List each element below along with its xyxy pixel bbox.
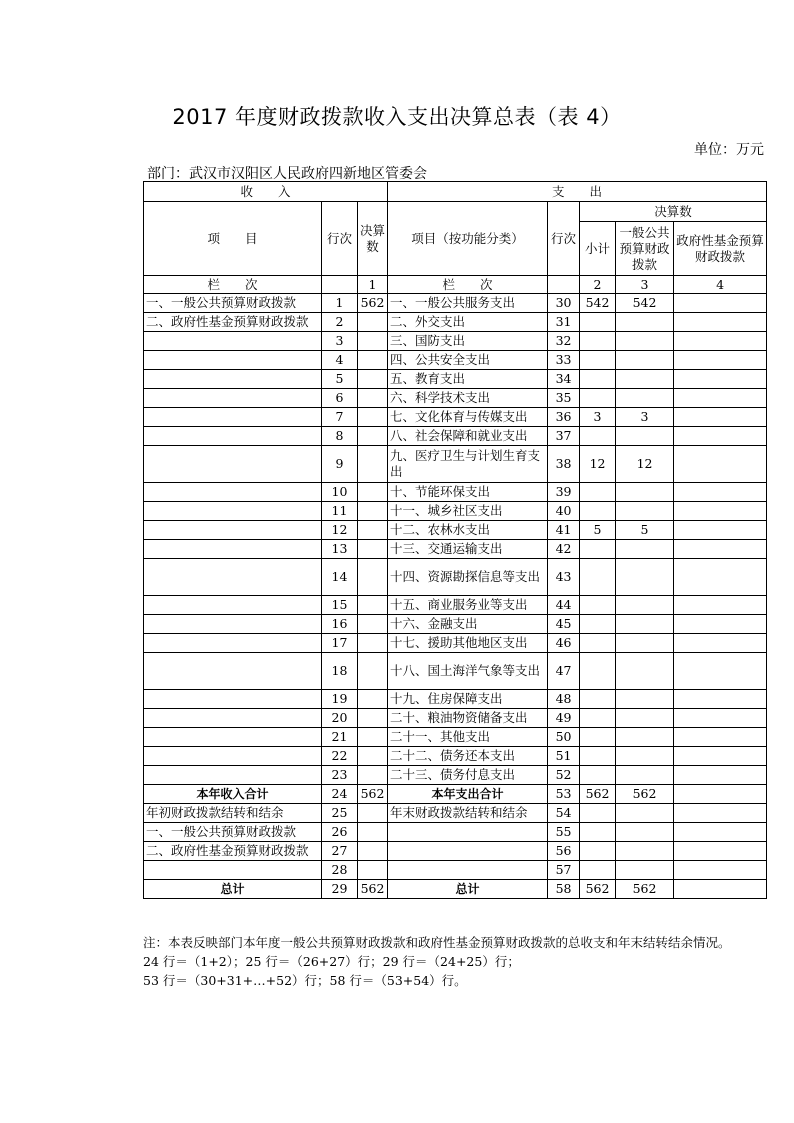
expense-item: 八、社会保障和就业支出 (388, 427, 548, 446)
expense-general-budget (616, 728, 674, 747)
note-line: 注：本表反映部门本年度一般公共预算财政拨款和政府性基金预算财政拨款的总收支和年末结转结余情况。 (143, 935, 731, 950)
table-row (144, 521, 767, 540)
expense-line-no: 38 (548, 446, 580, 483)
income-item (144, 540, 322, 559)
expense-general-budget (616, 540, 674, 559)
expense-header: 支 出 (388, 182, 767, 202)
income-header: 收 入 (144, 182, 388, 202)
expense-gov-fund (674, 766, 767, 785)
income-line-no: 21 (322, 728, 358, 747)
expense-line-no: 41 (548, 521, 580, 540)
line-no-header-right: 行次 (548, 202, 580, 276)
expense-gov-fund (674, 880, 767, 899)
income-amount (358, 842, 388, 861)
expense-subtotal (580, 540, 616, 559)
income-line-no: 6 (322, 389, 358, 408)
table-row (144, 559, 767, 596)
function-item-header: 项目（按功能分类） (388, 202, 548, 276)
income-amount (358, 370, 388, 389)
income-item (144, 690, 322, 709)
table-row (144, 747, 767, 766)
expense-general-budget (616, 804, 674, 823)
income-item (144, 653, 322, 690)
income-item (144, 389, 322, 408)
expense-gov-fund (674, 804, 767, 823)
income-item (144, 766, 322, 785)
income-line-no: 7 (322, 408, 358, 427)
table-row (144, 880, 767, 899)
income-line-no: 11 (322, 502, 358, 521)
income-item: 一、一般公共预算财政拨款 (144, 294, 322, 313)
table-row (144, 332, 767, 351)
income-item (144, 408, 322, 427)
table-row (144, 389, 767, 408)
income-amount: 562 (358, 294, 388, 313)
income-item: 二、政府性基金预算财政拨款 (144, 313, 322, 332)
income-amount (358, 747, 388, 766)
expense-gov-fund (674, 559, 767, 596)
expense-item: 二十三、债务付息支出 (388, 766, 548, 785)
table-row (144, 766, 767, 785)
income-line-no: 16 (322, 615, 358, 634)
income-item: 年初财政拨款结转和结余 (144, 804, 322, 823)
expense-general-budget: 562 (616, 785, 674, 804)
income-item (144, 332, 322, 351)
income-amount (358, 653, 388, 690)
final-amount-header-right: 决算数 (580, 202, 767, 222)
expense-gov-fund (674, 596, 767, 615)
expense-line-no: 55 (548, 823, 580, 842)
income-amount (358, 596, 388, 615)
expense-gov-fund (674, 615, 767, 634)
expense-line-no: 50 (548, 728, 580, 747)
income-item (144, 521, 322, 540)
expense-gov-fund (674, 634, 767, 653)
expense-general-budget (616, 653, 674, 690)
income-line-no: 1 (322, 294, 358, 313)
expense-general-budget (616, 690, 674, 709)
expense-gov-fund (674, 823, 767, 842)
income-item (144, 502, 322, 521)
unit-label: 单位：万元 (694, 142, 764, 158)
expense-item: 十三、交通运输支出 (388, 540, 548, 559)
expense-line-no: 35 (548, 389, 580, 408)
table-row (144, 842, 767, 861)
table-row (144, 294, 767, 313)
empty-cell (548, 276, 580, 294)
expense-general-budget (616, 502, 674, 521)
expense-general-budget (616, 615, 674, 634)
income-line-no: 2 (322, 313, 358, 332)
income-line-no: 22 (322, 747, 358, 766)
expense-subtotal (580, 823, 616, 842)
expense-general-budget: 562 (616, 880, 674, 899)
income-amount (358, 389, 388, 408)
income-amount (358, 823, 388, 842)
expense-line-no: 30 (548, 294, 580, 313)
expense-subtotal (580, 427, 616, 446)
expense-item: 十四、资源勘探信息等支出 (388, 559, 548, 596)
income-amount (358, 634, 388, 653)
income-line-no: 15 (322, 596, 358, 615)
income-line-no: 26 (322, 823, 358, 842)
income-line-no: 12 (322, 521, 358, 540)
income-line-no: 10 (322, 483, 358, 502)
expense-general-budget (616, 483, 674, 502)
income-item (144, 596, 322, 615)
expense-item: 二、外交支出 (388, 313, 548, 332)
income-line-no: 19 (322, 690, 358, 709)
income-line-no: 24 (322, 785, 358, 804)
expense-subtotal (580, 842, 616, 861)
expense-line-no: 57 (548, 861, 580, 880)
expense-subtotal (580, 502, 616, 521)
item-header: 项 目 (144, 202, 322, 276)
expense-gov-fund (674, 709, 767, 728)
income-item: 本年收入合计 (144, 785, 322, 804)
expense-item: 十六、金融支出 (388, 615, 548, 634)
table-row (144, 502, 767, 521)
expense-subtotal (580, 615, 616, 634)
expense-subtotal (580, 351, 616, 370)
income-item (144, 559, 322, 596)
page-title: 2017 年度财政拨款收入支出决算总表（表 4） (172, 105, 622, 129)
income-amount (358, 728, 388, 747)
expense-general-budget (616, 842, 674, 861)
expense-line-no: 56 (548, 842, 580, 861)
expense-general-budget (616, 559, 674, 596)
expense-item: 总计 (388, 880, 548, 899)
income-item (144, 446, 322, 483)
income-item (144, 728, 322, 747)
income-amount (358, 521, 388, 540)
expense-gov-fund (674, 294, 767, 313)
expense-item (388, 861, 548, 880)
column-number: 2 (580, 276, 616, 294)
expense-line-no: 49 (548, 709, 580, 728)
expense-general-budget: 12 (616, 446, 674, 483)
table-row (144, 596, 767, 615)
expense-item: 本年支出合计 (388, 785, 548, 804)
income-line-no: 29 (322, 880, 358, 899)
expense-subtotal (580, 766, 616, 785)
table-row (144, 483, 767, 502)
income-line-no: 3 (322, 332, 358, 351)
income-line-no: 28 (322, 861, 358, 880)
note-line: 24 行＝（1+2）；25 行＝（26+27）行；29 行＝（24+25）行； (143, 954, 520, 969)
expense-subtotal (580, 709, 616, 728)
table-row (144, 653, 767, 690)
expense-subtotal (580, 804, 616, 823)
expense-gov-fund (674, 446, 767, 483)
expense-gov-fund (674, 427, 767, 446)
income-amount: 562 (358, 785, 388, 804)
expense-line-no: 58 (548, 880, 580, 899)
income-amount (358, 861, 388, 880)
expense-subtotal (580, 728, 616, 747)
expense-general-budget (616, 861, 674, 880)
expense-subtotal (580, 313, 616, 332)
expense-general-budget (616, 634, 674, 653)
expense-general-budget (616, 427, 674, 446)
table-row (144, 785, 767, 804)
table-row (144, 427, 767, 446)
income-item (144, 615, 322, 634)
expense-line-no: 48 (548, 690, 580, 709)
expense-line-no: 31 (548, 313, 580, 332)
income-line-no: 18 (322, 653, 358, 690)
expense-item: 十七、援助其他地区支出 (388, 634, 548, 653)
expense-gov-fund (674, 747, 767, 766)
expense-gov-fund (674, 483, 767, 502)
income-amount (358, 804, 388, 823)
expense-item: 年末财政拨款结转和结余 (388, 804, 548, 823)
expense-gov-fund (674, 540, 767, 559)
expense-general-budget (616, 709, 674, 728)
income-line-no: 8 (322, 427, 358, 446)
expense-gov-fund (674, 332, 767, 351)
expense-item: 六、科学技术支出 (388, 389, 548, 408)
expense-subtotal (580, 370, 616, 389)
income-amount (358, 408, 388, 427)
expense-subtotal (580, 596, 616, 615)
notes (143, 933, 773, 990)
expense-item (388, 842, 548, 861)
expense-general-budget (616, 747, 674, 766)
expense-line-no: 44 (548, 596, 580, 615)
expense-subtotal: 562 (580, 785, 616, 804)
table-row (144, 446, 767, 483)
expense-item: 二十二、债务还本支出 (388, 747, 548, 766)
expense-gov-fund (674, 502, 767, 521)
expense-item: 七、文化体育与传媒支出 (388, 408, 548, 427)
income-item (144, 709, 322, 728)
gov-fund-header: 政府性基金预算财政拨款 (674, 222, 767, 276)
column-number: 3 (616, 276, 674, 294)
income-line-no: 14 (322, 559, 358, 596)
expense-subtotal: 542 (580, 294, 616, 313)
expense-subtotal (580, 332, 616, 351)
expense-line-no: 54 (548, 804, 580, 823)
expense-general-budget: 3 (616, 408, 674, 427)
expense-line-no: 53 (548, 785, 580, 804)
budget-table (143, 181, 767, 899)
expense-subtotal: 12 (580, 446, 616, 483)
expense-gov-fund (674, 728, 767, 747)
expense-general-budget (616, 313, 674, 332)
income-amount (358, 690, 388, 709)
expense-subtotal (580, 389, 616, 408)
expense-general-budget (616, 823, 674, 842)
expense-general-budget (616, 332, 674, 351)
expense-item: 四、公共安全支出 (388, 351, 548, 370)
general-budget-header: 一般公共预算财政拨款 (616, 222, 674, 276)
expense-subtotal (580, 559, 616, 596)
expense-subtotal (580, 690, 616, 709)
line-no-header: 行次 (322, 202, 358, 276)
income-item (144, 747, 322, 766)
table-row (144, 690, 767, 709)
expense-subtotal (580, 861, 616, 880)
expense-general-budget (616, 596, 674, 615)
expense-subtotal (580, 653, 616, 690)
expense-subtotal (580, 634, 616, 653)
income-item (144, 861, 322, 880)
table-row (144, 804, 767, 823)
table-row (144, 351, 767, 370)
income-line-no: 5 (322, 370, 358, 389)
income-amount (358, 446, 388, 483)
expense-general-budget: 5 (616, 521, 674, 540)
income-line-no: 23 (322, 766, 358, 785)
expense-subtotal: 562 (580, 880, 616, 899)
expense-line-no: 39 (548, 483, 580, 502)
income-line-no: 13 (322, 540, 358, 559)
column-label-left: 栏 次 (144, 276, 322, 294)
expense-item: 十、节能环保支出 (388, 483, 548, 502)
table-row (144, 540, 767, 559)
expense-item: 二十一、其他支出 (388, 728, 548, 747)
expense-item: 十八、国土海洋气象等支出 (388, 653, 548, 690)
income-item (144, 370, 322, 389)
table-row (144, 823, 767, 842)
table-row (144, 861, 767, 880)
income-amount (358, 332, 388, 351)
income-amount (358, 313, 388, 332)
expense-gov-fund (674, 842, 767, 861)
table-row (144, 370, 767, 389)
expense-item: 十一、城乡社区支出 (388, 502, 548, 521)
income-amount (358, 559, 388, 596)
expense-line-no: 47 (548, 653, 580, 690)
income-amount (358, 540, 388, 559)
expense-general-budget (616, 389, 674, 408)
expense-gov-fund (674, 653, 767, 690)
expense-gov-fund (674, 785, 767, 804)
expense-line-no: 32 (548, 332, 580, 351)
income-item (144, 351, 322, 370)
expense-gov-fund (674, 370, 767, 389)
expense-general-budget (616, 351, 674, 370)
income-item: 一、一般公共预算财政拨款 (144, 823, 322, 842)
expense-item: 一、一般公共服务支出 (388, 294, 548, 313)
empty-cell (322, 276, 358, 294)
income-line-no: 9 (322, 446, 358, 483)
expense-line-no: 52 (548, 766, 580, 785)
expense-general-budget (616, 766, 674, 785)
income-item (144, 634, 322, 653)
final-amount-header: 决算数 (358, 202, 388, 276)
income-amount (358, 709, 388, 728)
income-amount (358, 502, 388, 521)
expense-item (388, 823, 548, 842)
expense-general-budget (616, 370, 674, 389)
note-line: 53 行＝（30+31+…+52）行；58 行＝（53+54）行。 (143, 973, 467, 988)
income-line-no: 4 (322, 351, 358, 370)
expense-gov-fund (674, 313, 767, 332)
expense-gov-fund (674, 861, 767, 880)
expense-item: 二十、粮油物资储备支出 (388, 709, 548, 728)
expense-line-no: 43 (548, 559, 580, 596)
income-item: 二、政府性基金预算财政拨款 (144, 842, 322, 861)
expense-general-budget: 542 (616, 294, 674, 313)
income-item (144, 427, 322, 446)
expense-gov-fund (674, 690, 767, 709)
expense-item: 十二、农林水支出 (388, 521, 548, 540)
income-item: 总计 (144, 880, 322, 899)
table-row (144, 313, 767, 332)
expense-subtotal: 3 (580, 408, 616, 427)
income-line-no: 25 (322, 804, 358, 823)
income-item (144, 483, 322, 502)
income-amount (358, 351, 388, 370)
expense-line-no: 33 (548, 351, 580, 370)
expense-line-no: 46 (548, 634, 580, 653)
subtotal-header: 小计 (580, 222, 616, 276)
income-amount (358, 483, 388, 502)
income-line-no: 17 (322, 634, 358, 653)
expense-line-no: 42 (548, 540, 580, 559)
expense-subtotal (580, 483, 616, 502)
table-row (144, 615, 767, 634)
table-row (144, 408, 767, 427)
income-amount: 562 (358, 880, 388, 899)
income-amount (358, 766, 388, 785)
expense-subtotal: 5 (580, 521, 616, 540)
expense-line-no: 51 (548, 747, 580, 766)
column-label-right: 栏 次 (388, 276, 548, 294)
table-row (144, 634, 767, 653)
expense-item: 十五、商业服务业等支出 (388, 596, 548, 615)
table-row (144, 728, 767, 747)
expense-gov-fund (674, 351, 767, 370)
expense-gov-fund (674, 408, 767, 427)
expense-line-no: 45 (548, 615, 580, 634)
income-line-no: 27 (322, 842, 358, 861)
income-amount (358, 615, 388, 634)
expense-line-no: 37 (548, 427, 580, 446)
column-number: 4 (674, 276, 767, 294)
expense-line-no: 34 (548, 370, 580, 389)
table-row (144, 709, 767, 728)
expense-item: 十九、住房保障支出 (388, 690, 548, 709)
expense-line-no: 36 (548, 408, 580, 427)
expense-line-no: 40 (548, 502, 580, 521)
income-line-no: 20 (322, 709, 358, 728)
expense-gov-fund (674, 521, 767, 540)
expense-item: 九、医疗卫生与计划生育支出 (388, 446, 548, 483)
income-amount (358, 427, 388, 446)
expense-subtotal (580, 747, 616, 766)
expense-item: 五、教育支出 (388, 370, 548, 389)
column-number: 1 (358, 276, 388, 294)
expense-item: 三、国防支出 (388, 332, 548, 351)
department-label: 部门：武汉市汉阳区人民政府四新地区管委会 (147, 166, 427, 182)
expense-gov-fund (674, 389, 767, 408)
